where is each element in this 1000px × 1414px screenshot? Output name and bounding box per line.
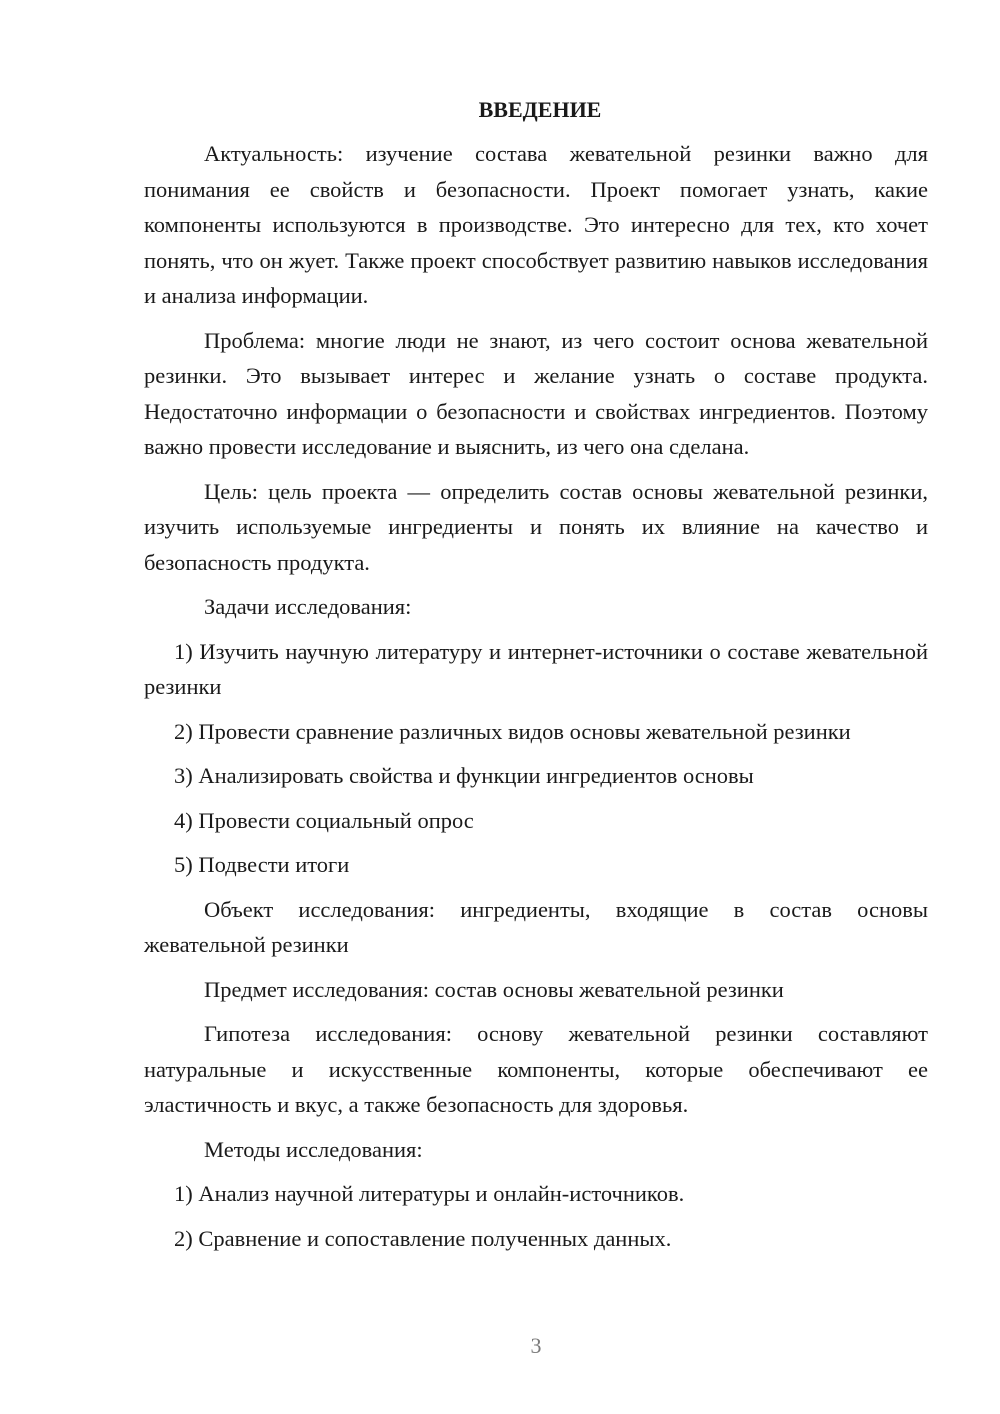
goal-paragraph: Цель: цель проекта — определить состав основы жевательной резинки, изучить используемые ингредиенты и понять их влияние на качество и безопасность продукта.	[144, 478, 928, 575]
page-content	[144, 92, 928, 1265]
page-number: 3	[530, 1333, 542, 1358]
problem-paragraph: Проблема: многие люди не знают, из чего состоит основа жевательной резинки. Это вызывает интерес и желание узнать о составе продукта. Недостаточно информации о безопасности и свойствах ингредиентов. Поэтому важно провести исследование и выяснить, из чего она сделана.	[144, 327, 928, 459]
task-item: 1) Изучить научную литературу и интернет-источники о составе жевательной резинки	[144, 638, 928, 699]
relevance-paragraph: Актуальность: изучение состава жевательной резинки важно для понимания ее свойств и безопасности. Проект помогает узнать, какие компоненты используются в производстве. Это интересно для тех, кто хочет понять, что он жует. Также проект способствует развитию навыков исследования и анализа информации.	[144, 141, 928, 308]
task-item: 5) Подвести итоги	[174, 852, 350, 877]
task-item: 2) Провести сравнение различных видов основы жевательной резинки	[174, 718, 851, 744]
method-item: 2) Сравнение и сопоставление полученных данных.	[174, 1225, 672, 1251]
methods-title: Методы исследования:	[204, 1136, 423, 1162]
task-item: 4) Провести социальный опрос	[174, 807, 474, 833]
method-item: 1) Анализ научной литературы и онлайн-источников.	[174, 1181, 685, 1206]
task-item: 3) Анализировать свойства и функции ингредиентов основы	[174, 763, 754, 788]
tasks-title: Задачи исследования:	[204, 594, 412, 619]
subject-paragraph: Предмет исследования: состав основы жевательной резинки	[204, 976, 784, 1002]
hypothesis-paragraph: Гипотеза исследования: основу жевательной резинки составляют натуральные и искусственные компоненты, которые обеспечивают ее эластичность и вкус, а также безопасность для здоровья.	[144, 1021, 928, 1117]
section-heading: ВВЕДЕНИЕ	[478, 97, 602, 122]
object-paragraph: Объект исследования: ингредиенты, входящие в состав основы жевательной резинки	[144, 896, 928, 957]
